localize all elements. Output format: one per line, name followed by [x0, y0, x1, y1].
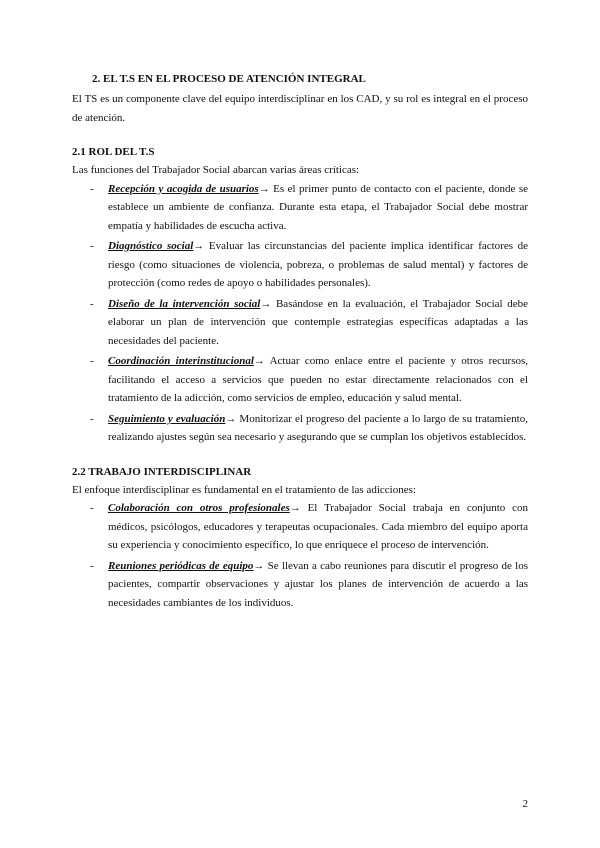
bullet-dash: - [90, 559, 94, 572]
bullet-dash: - [90, 502, 94, 514]
role-item-reception [72, 180, 528, 236]
bullet-dash: - [90, 355, 94, 367]
role-item-term: Recepción y acogida de usuarios [108, 182, 259, 195]
arrow-icon: → [258, 182, 270, 195]
interdisciplinary-list [72, 499, 528, 612]
arrow-icon: → [289, 502, 301, 514]
bullet-dash: - [90, 182, 94, 195]
role-item-followup [72, 410, 528, 447]
interdisciplinary-title: 2.2 TRABAJO INTERDISCIPLINAR [72, 465, 252, 478]
role-intro: Las funciones del Trabajador Social abarcan varias áreas críticas: [72, 164, 360, 176]
bullet-dash: - [90, 412, 94, 425]
bullet-dash: - [90, 240, 94, 252]
role-item-text: Basándose en la evaluación, el Trabajador Social debe elaborar un plan de intervención que contemple estrategias específicas adaptadas a las necesidades del paciente. [108, 297, 528, 347]
role-item-term: Diagnóstico social [108, 240, 194, 252]
interdisciplinary-item-text: El Trabajador Social trabaja en conjunto con médicos, psicólogos, educadores y terapeutas ocupacionales. Cada miembro del equipo aporta su experiencia y conocimiento específico, lo que enriquece el proceso de intervención. [108, 502, 528, 551]
role-item-text: Monitorizar el progreso del paciente a lo largo de su tratamiento, realizando ajustes según sea necesario y asegurando que se cumplan los objetivos establecidos. [108, 412, 528, 443]
page-content [72, 72, 528, 614]
section-intro: El TS es un componente clave del equipo interdisciplinar en los CAD, y su rol es integral en el proceso de atención. [72, 93, 528, 124]
role-item-term: Seguimiento y evaluación [108, 412, 226, 425]
role-item-design [72, 295, 528, 351]
arrow-icon: → [260, 297, 272, 310]
role-item-term: Coordinación interinstitucional [108, 355, 254, 367]
role-list [72, 180, 528, 447]
interdisciplinary-item-term: Reuniones periódicas de equipo [108, 559, 254, 572]
page-number: 2 [522, 798, 528, 810]
arrow-icon: → [253, 559, 265, 572]
role-title: 2.1 ROL DEL T.S [72, 146, 155, 158]
interdisciplinary-item-text: Se llevan a cabo reuniones para discutir el progreso de los pacientes, compartir observaciones y ajustar los planes de intervención de acuerdo a las necesidades cambiantes de los individuos. [108, 559, 529, 609]
role-item-text: Evaluar las circunstancias del paciente implica identificar factores de riesgo (como situaciones de violencia, pobreza, o problemas de salud mental) y factores de protección (como redes de apoyo o habilidades personales). [108, 240, 529, 289]
interdisciplinary-item-collaboration [72, 499, 528, 555]
arrow-icon: → [253, 355, 265, 367]
role-item-text: Es el primer punto de contacto con el paciente, donde se establece un ambiente de confianza. Durante esta etapa, el Trabajador Social debe mostrar empatía y habilidades de escucha activa. [108, 182, 528, 232]
interdisciplinary-item-term: Colaboración con otros profesionales [108, 502, 290, 514]
role-item-text: Actuar como enlace entre el paciente y otros recursos, facilitando el acceso a servicios que pueden no estar directamente relacionados con el tratamiento de la adicción, como servicios de empleo, educación y salud mental. [108, 355, 529, 404]
interdisciplinary-item-meetings [72, 557, 528, 613]
role-item-term: Diseño de la intervención social [108, 297, 261, 310]
arrow-icon: → [225, 412, 237, 425]
bullet-dash: - [90, 297, 94, 310]
section-title: 2. EL T.S EN EL PROCESO DE ATENCIÓN INTEGRAL [92, 73, 366, 85]
arrow-icon: → [193, 240, 205, 252]
role-item-coordination [72, 352, 528, 408]
interdisciplinary-intro: El enfoque interdisciplinar es fundamental en el tratamiento de las adicciones: [72, 483, 416, 496]
role-item-diagnosis [72, 237, 528, 293]
